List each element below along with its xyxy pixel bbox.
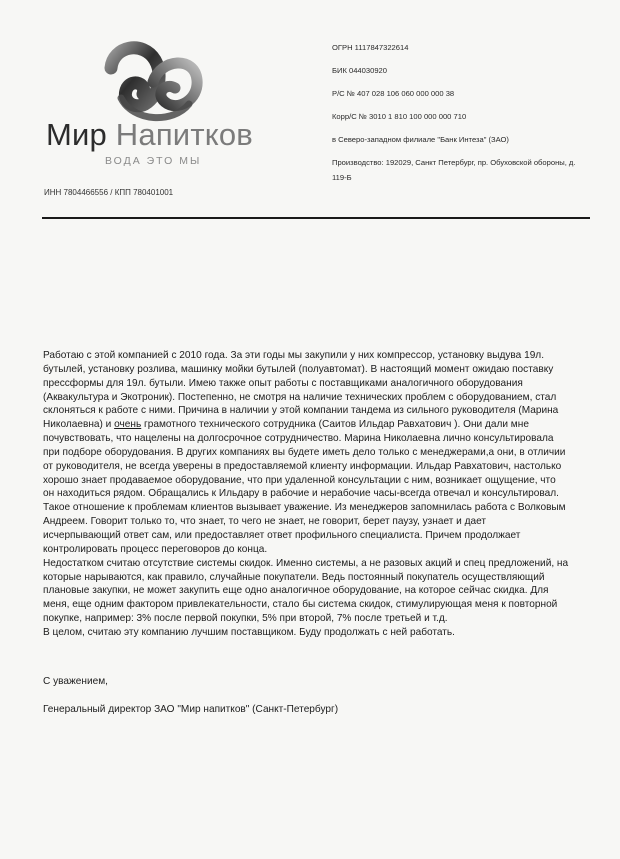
letter-line: контролировать процесс переговоров до конца. [43, 543, 268, 555]
letter-fragment: Николаевна) и [43, 419, 115, 431]
logo-swirl-icon [103, 38, 203, 124]
letter-line: Андреем. Говорит только то, что знает, то чего не знает, не говорит, берет паузу, узнает и дает [43, 516, 487, 528]
letter-line: плановые закупки, не может закупить еще одно аналогичное оборудование, на которое сейчас скидка. Для [43, 585, 549, 597]
logo-word-2: Напитков [115, 117, 253, 152]
letter-line: покупке, например: 3% после первой покупки, 5% при второй, 7% после третьей и т.д. [43, 613, 448, 625]
letter-line: исчерпывающий ответ сам, или предоставляет ответ профильного специалиста. Причем продолжает [43, 529, 521, 541]
settlement-account: Р/С № 407 028 106 060 000 000 38 [332, 89, 455, 98]
company-logo-name [46, 118, 276, 152]
letter-body [43, 349, 598, 640]
letter-line: он находиться рядом. Обращались к Ильдару в рабочие и нерабочие часы-всегда отвечал и консультировал. [43, 488, 559, 500]
letter-line: склоняться к работе с ними. Причина в наличии у этой компании тандема из сильного руководителя (Марина [43, 405, 559, 417]
letter-line: бутылей, установку розлива, машинку мойки бутылей (полуавтомат). В настоящий момент ожидаю поставку [43, 363, 554, 375]
letter-line: прессформы для 19л. бутыли. Имею также опыт работы с поставщиками аналогичного оборудования [43, 377, 523, 389]
letter-line: почувствовать, что нацелены на долгосрочное сотрудничество. Марина Николаевна лично консультировала [43, 433, 554, 445]
closing-regards: С уважением, [43, 676, 108, 687]
production-address: Производство: 192029, Санкт Петербург, пр. Обуховской обороны, д. 119-Б [332, 158, 576, 182]
letter-line: которые нарываются, как правило, случайные покупатели. Ведь постоянный покупатель осуществляющий [43, 571, 545, 583]
inn-kpp: ИНН 7804466556 / КПП 780401001 [44, 188, 174, 197]
letter-line: Недостатком считаю отсутствие системы скидок. Именно системы, а не разовых акций и спец предложений, на [43, 557, 569, 569]
letter-line: В целом, считаю эту компанию лучшим поставщиком. Буду продолжать с ней работать. [43, 626, 455, 638]
bank-branch: в Северо-западном филиале "Банк Интеза" (ЗАО) [332, 135, 509, 144]
header-divider [42, 217, 590, 219]
signature-line: Генеральный директор ЗАО "Мир напитков" (Санкт-Петербург) [43, 704, 339, 715]
letter-line: хорошо знает продаваемое оборудование, что при удаленной консультации с ним, возникает ощущение, что [43, 474, 556, 486]
bik: БИК 044030920 [332, 66, 387, 75]
letter-line [43, 418, 598, 432]
underlined-word: очень [114, 419, 142, 431]
letter-fragment: грамотного технического сотрудника (Саитов Ильдар Равхатович ). Они дали мне [141, 419, 529, 431]
logo-word-1: Мир [46, 117, 116, 152]
letter-line: при подборе оборудования. В других компаниях вы будете иметь дело только с менеджерами,а они, в отличии [43, 446, 566, 458]
correspondent-account: Корр/С № 3010 1 810 100 000 000 710 [332, 112, 467, 121]
ogrn: ОГРН 1117847322614 [332, 43, 409, 52]
letter-line: Работаю с этой компанией с 2010 года. За эти годы мы закупили у них компрессор, установку выдува 19л. [43, 350, 545, 361]
letter-line: (Аквакультура и Экотроник). Постепенно, не смотря на наличие технических проблем с оборудованием, стал [43, 391, 557, 403]
letter-line: Такое отношение к проблемам клиентов вызывает уважение. Из менеджеров запомнилась работа с Волковым [43, 502, 566, 514]
letter-line: от руководителя, не всегда уверены в предоставляемой клиенту информации. Ильдар Равхатович, настолько [43, 460, 562, 472]
logo-tagline: ВОДА ЭТО МЫ [105, 155, 202, 167]
letter-line: меня, еще одним фактором привлекательности, стало бы система скидок, стимулирующая меня к повторной [43, 599, 558, 611]
